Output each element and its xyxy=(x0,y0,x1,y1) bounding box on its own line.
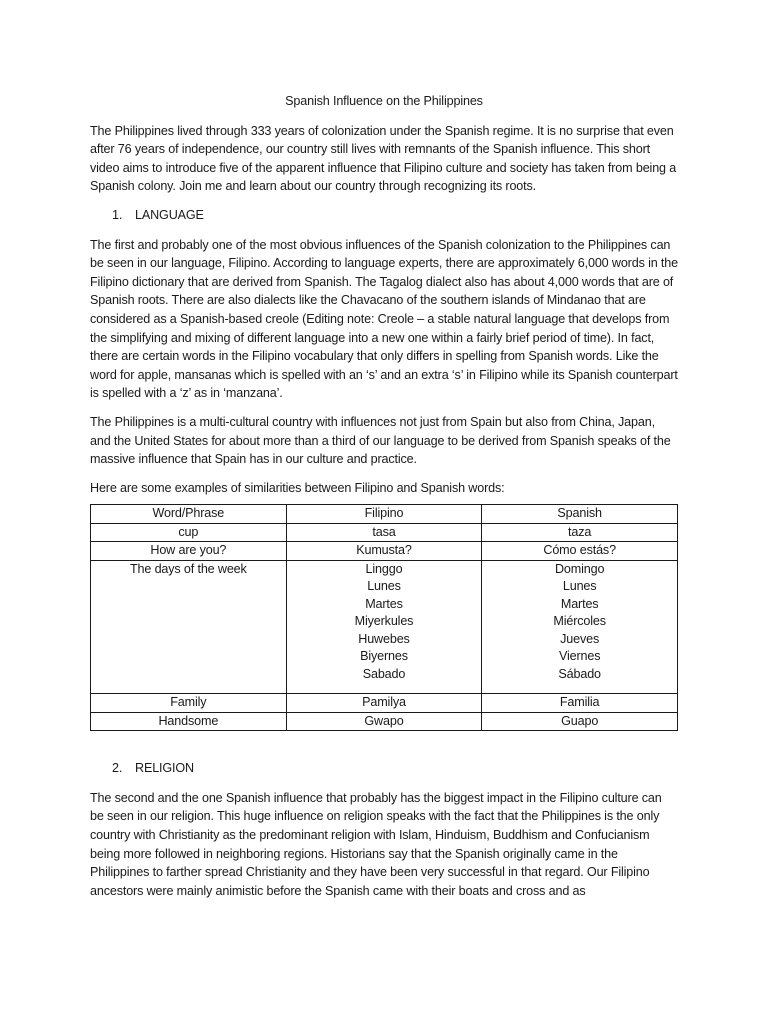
cell-filipino-days xyxy=(286,560,482,694)
section-heading-language xyxy=(90,206,678,225)
table-row-days xyxy=(91,560,678,694)
cell-word: Handsome xyxy=(91,712,287,731)
cell-word: cup xyxy=(91,523,287,542)
cell-spanish: Familia xyxy=(482,694,678,713)
section-heading-religion xyxy=(90,759,678,778)
table-row xyxy=(91,694,678,713)
cell-spanish-days xyxy=(482,560,678,694)
day-spanish: Miércoles xyxy=(553,614,606,629)
day-filipino: Linggo xyxy=(365,561,403,576)
day-filipino: Huwebes xyxy=(358,631,410,646)
language-paragraph-2: The Philippines is a multi-cultural country with influences not just from Spain but also from China, Japan, and the United States for about more than a third of our language to be derived from Spanish speaks of the massive influence that Spain has in our culture and practice. xyxy=(90,414,671,467)
section-title: RELIGION xyxy=(135,761,194,776)
cell-spanish: taza xyxy=(482,523,678,542)
table-row xyxy=(91,523,678,542)
section-number: 2. xyxy=(112,761,123,776)
cell-filipino: Pamilya xyxy=(286,694,482,713)
day-spanish: Sábado xyxy=(558,666,601,681)
header-spanish: Spanish xyxy=(482,505,678,524)
table-row xyxy=(91,712,678,731)
cell-word: How are you? xyxy=(91,542,287,561)
day-filipino: Miyerkules xyxy=(354,614,414,629)
cell-word: The days of the week xyxy=(91,560,287,694)
cell-word: Family xyxy=(91,694,287,713)
header-filipino: Filipino xyxy=(286,505,482,524)
table-header-row xyxy=(91,505,678,524)
day-filipino: Sabado xyxy=(362,666,406,681)
cell-filipino: tasa xyxy=(286,523,482,542)
religion-paragraph-1: The second and the one Spanish influence that probably has the biggest impact in the Filipino culture can be seen in our religion. This huge influence on religion speaks with the fact that the Philippines is the only country with Christianity as the predominant religion with Islam, Hinduism, Buddhism and Confucianism being more followed in neighboring regions. Historians say that the Spanish originally came in the Philippines to farther spread Christianity and they have been very successful in that regard. Our Filipino ancestors were mainly animistic before the Spanish came with their boats and cross and as xyxy=(90,790,662,898)
section-number: 1. xyxy=(112,207,123,222)
cell-filipino: Gwapo xyxy=(286,712,482,731)
cell-spanish: Guapo xyxy=(482,712,678,731)
intro-paragraph: The Philippines lived through 333 years of colonization under the Spanish regime. It is no surprise that even after 76 years of independence, our country still lives with remnants of the Spanish influence. This short video aims to introduce five of the apparent influence that Filipino culture and society has taken from being a Spanish colony. Join me and learn about our country through recognizing its roots. xyxy=(90,123,677,194)
cell-filipino: Kumusta? xyxy=(286,542,482,561)
document-page xyxy=(90,92,678,910)
day-spanish: Domingo xyxy=(554,561,605,576)
day-spanish: Viernes xyxy=(558,649,601,664)
day-filipino: Lunes xyxy=(367,579,401,594)
day-filipino: Martes xyxy=(365,596,403,611)
language-paragraph-1: The first and probably one of the most obvious influences of the Spanish colonization to the Philippines can be seen in our language, Filipino. According to language experts, there are approximately 6,000 words in the Filipino dictionary that are derived from Spanish. The Tagalog dialect also has about 4,000 words that are of Spanish roots. There are also dialects like the Chavacano of the southern islands of Mindanao that are considered as a Spanish-based creole (Editing note: Creole – a stable natural language that develops from the simplifying and mixing of different language into a new one within a fairly brief period of time). In fact, there are certain words in the Filipino vocabulary that only differs in spelling from Spanish words. Like the word for apple, mansanas which is spelled with an ‘s’ and an extra ‘s’ in Filipino while its Spanish counterpart is spelled with a ‘z’ as in ‘manzana’. xyxy=(90,237,678,401)
day-spanish: Martes xyxy=(560,596,599,611)
table-row xyxy=(91,542,678,561)
section-title: LANGUAGE xyxy=(135,207,204,222)
word-comparison-table xyxy=(90,504,678,731)
day-filipino: Biyernes xyxy=(360,649,408,664)
header-word-phrase: Word/Phrase xyxy=(91,505,287,524)
day-spanish: Jueves xyxy=(560,631,600,646)
document-title: Spanish Influence on the Philippines xyxy=(285,94,483,108)
table-intro: Here are some examples of similarities between Filipino and Spanish words: xyxy=(90,480,505,495)
cell-spanish: Cómo estás? xyxy=(482,542,678,561)
day-spanish: Lunes xyxy=(562,579,597,594)
